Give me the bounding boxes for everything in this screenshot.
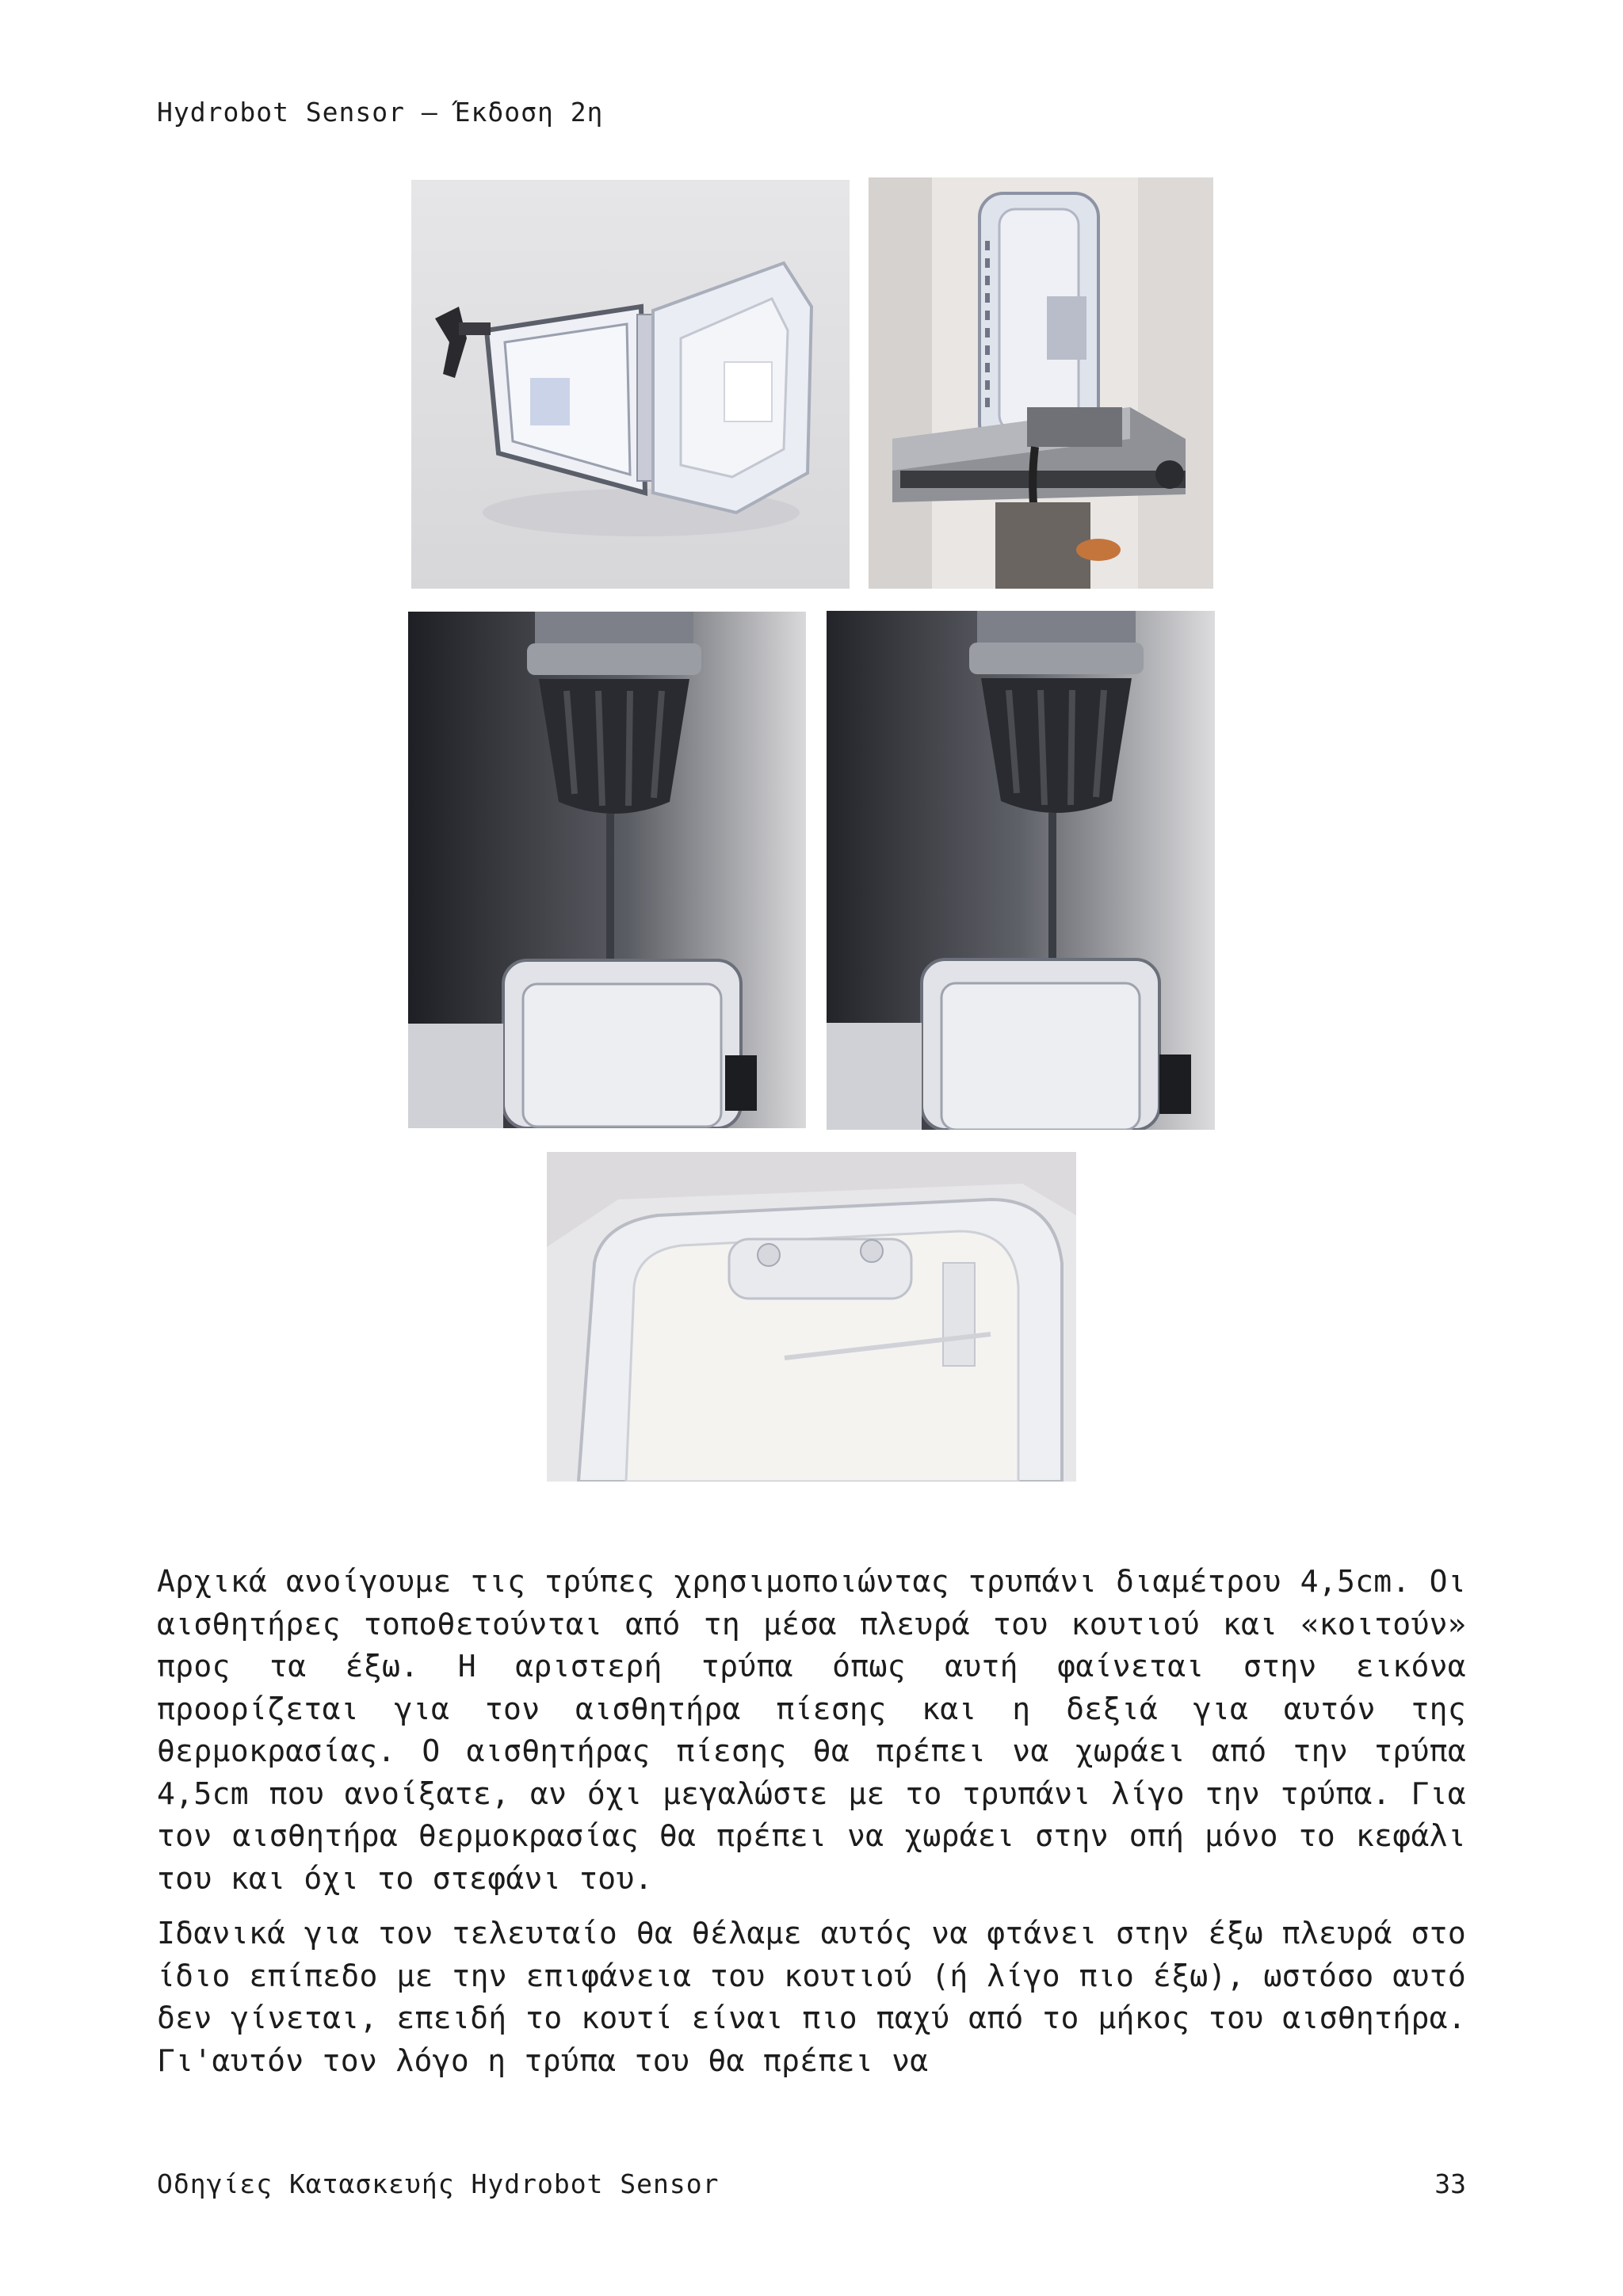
paragraph: Ιδανικά για τον τελευταίο θα θέλαμε αυτός να φτάνει στην έξω πλευρά στο ίδιο επίπεδο με την επιφάνεια του κουτιού (ή λίγο πιο έξω), ωστόσο αυτό δεν γίνεται, επειδή το κουτί είναι πιο παχύ από το μήκος του αισθητήρα. Γι'αυτόν τον λόγο η τρύπα του θα πρέπει να (157, 1916, 1466, 2078)
box-in-vise-photo (869, 177, 1213, 589)
paragraph: Αρχικά ανοίγουμε τις τρύπες χρησιμοποιώντας τρυπάνι διαμέτρου 4,5cm. Οι αισθητήρες τοποθετούνται από τη μέσα πλευρά του κουτιού και «κοιτούν» προς τα έξω. Η αριστερή τρύπα όπως αυτή φαίνεται στην εικόνα προορίζεται για τον αισθητήρα πίεσης και η δεξιά για αυτόν της θερμοκρασίας. Ο αισθητήρας πίεσης θα πρέπει να χωράει από την τρύπα 4,5cm που ανοίξατε, αν όχι μεγαλώστε με το τρυπάνι λίγο την τρύπα. Για τον αισθητήρα θερμοκρασίας θα πρέπει να χωράει στην οπή μόνο το κεφάλι του και όχι το στεφάνι του. (157, 1564, 1466, 1896)
body-text (157, 1561, 1466, 2095)
drilling-right-hole-photo (827, 611, 1215, 1130)
running-footer: Οδηγίες Κατασκευής Hydrobot Sensor (157, 2168, 720, 2199)
open-box-photo (411, 180, 850, 589)
running-header: Hydrobot Sensor – Έκδοση 2η (157, 97, 604, 128)
drilling-left-hole-photo (408, 612, 806, 1128)
page-number: 33 (1434, 2168, 1466, 2199)
drilled-holes-closeup-photo (547, 1152, 1076, 1482)
